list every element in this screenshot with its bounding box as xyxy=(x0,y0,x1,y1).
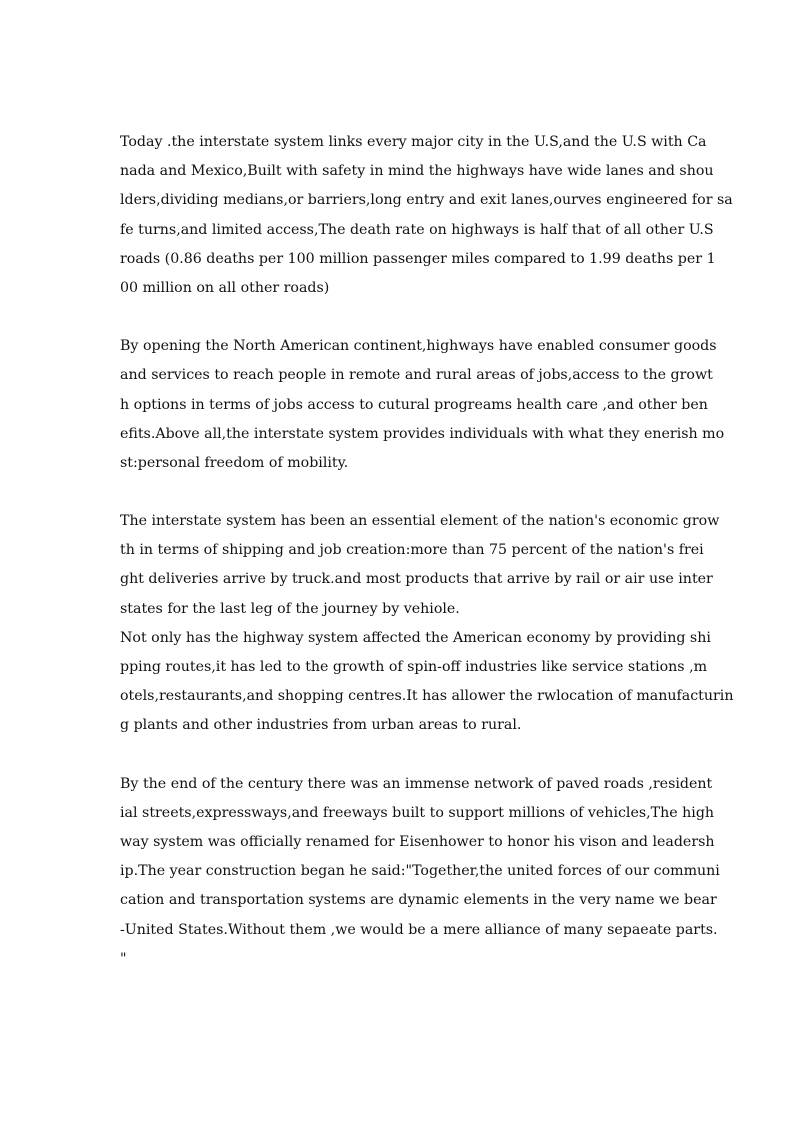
text-line: efits.Above all,the interstate system provides individuals with what they enerish mo xyxy=(120,425,725,442)
text-line: way system was officially renamed for Eisenhower to honor his vison and leadersh xyxy=(120,833,715,850)
text-line: Not only has the highway system affected the American economy by providing shi xyxy=(120,629,711,646)
text-line: roads (0.86 deaths per 100 million passenger miles compared to 1.99 deaths per 1 xyxy=(120,250,716,267)
text-line: 00 million on all other roads) xyxy=(120,279,330,296)
paragraph-spacing xyxy=(120,303,672,332)
document-body xyxy=(120,128,734,974)
paragraph-interstate-overview xyxy=(120,128,733,303)
text-line: th in terms of shipping and job creation:more than 75 percent of the nation's frei xyxy=(120,542,704,559)
paragraph-economic-growth xyxy=(120,507,734,741)
text-line: By the end of the century there was an immense network of paved roads ,resident xyxy=(120,775,713,792)
text-line: Today .the interstate system links every major city in the U.S,and the U.S with Ca xyxy=(120,134,707,150)
text-line: ial streets,expressways,and freeways built to support millions of vehicles,The high xyxy=(120,804,715,821)
paragraph-spacing xyxy=(120,478,672,507)
paragraph-spacing xyxy=(120,741,672,770)
text-line: g plants and other industries from urban areas to rural. xyxy=(120,717,522,734)
text-line: By opening the North American continent,highways have enabled consumer goods xyxy=(120,338,717,355)
text-line: pping routes,it has led to the growth of spin-off industries like service stations ,m xyxy=(120,659,708,675)
paragraph-eisenhower-quote xyxy=(120,770,720,974)
text-line: otels,restaurants,and shopping centres.It has allower the rwlocation of manufacturin xyxy=(120,688,734,705)
text-line: ip.The year construction began he said:"Together,the united forces of our communi xyxy=(120,863,720,880)
text-line: -United States.Without them ,we would be a mere alliance of many sepaeate parts. xyxy=(120,921,718,938)
text-line: st:personal freedom of mobility. xyxy=(120,454,349,471)
text-line: nada and Mexico,Built with safety in mind the highways have wide lanes and shou xyxy=(120,163,714,180)
text-line: h options in terms of jobs access to cutural progreams health care ,and other ben xyxy=(120,396,708,413)
text-line: The interstate system has been an essential element of the nation's economic grow xyxy=(120,513,720,530)
text-line: cation and transportation systems are dynamic elements in the very name we bear xyxy=(120,892,717,909)
paragraph-continent-access xyxy=(120,332,725,478)
text-line: states for the last leg of the journey by vehiole. xyxy=(120,600,460,617)
text-line: " xyxy=(120,950,127,967)
text-line: fe turns,and limited access,The death rate on highways is half that of all other U.S xyxy=(120,221,714,238)
text-line: ght deliveries arrive by truck.and most products that arrive by rail or air use inter xyxy=(120,571,713,588)
text-line: and services to reach people in remote and rural areas of jobs,access to the growt xyxy=(120,367,713,384)
text-line: lders,dividing medians,or barriers,long entry and exit lanes,ourves engineered for sa xyxy=(120,192,733,209)
